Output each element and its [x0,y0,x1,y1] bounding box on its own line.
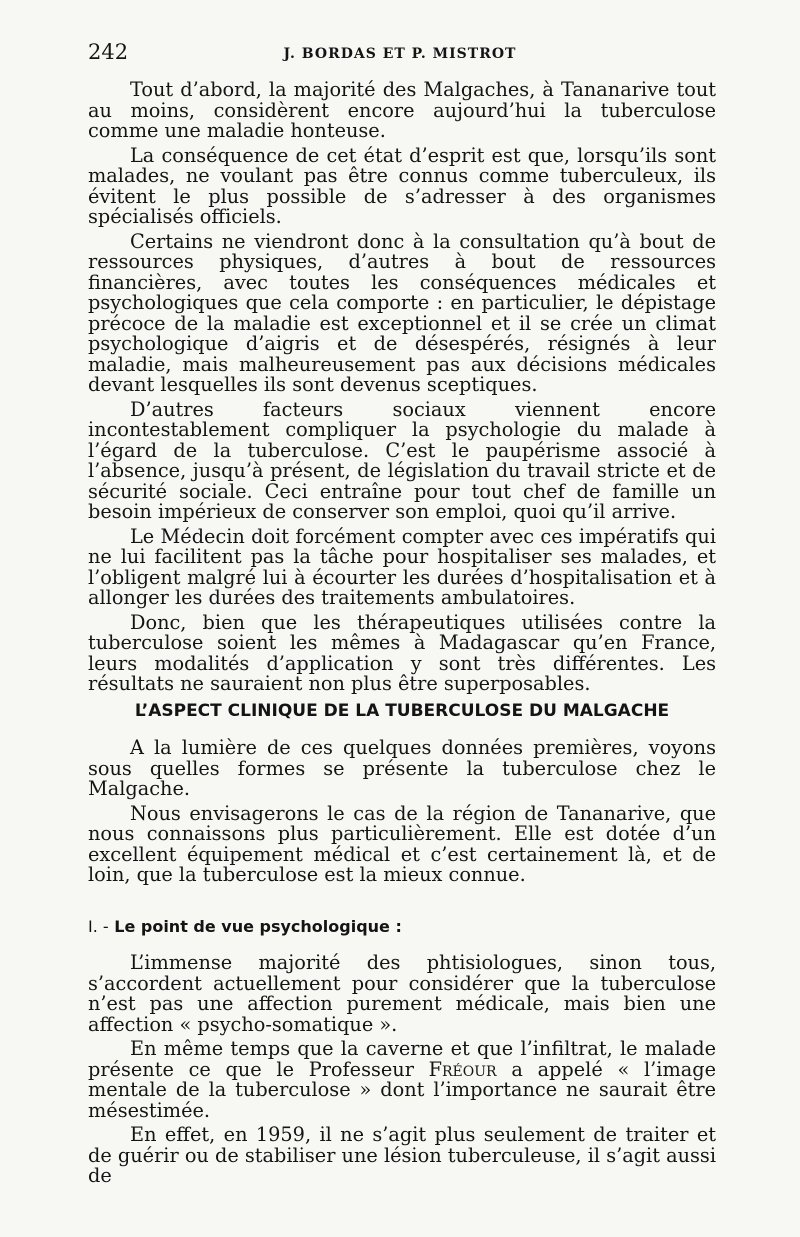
running-head: J. BORDAS ET P. MISTROT [283,46,517,62]
paragraph: Tout d’abord, la majorité des Malgaches, à Tananarive tout au moins, considèrent encore aujourd’hui la tuberculose comme une maladie honteuse. [88,78,716,142]
paragraph: Le Médecin doit forcément compter avec ces impératifs qui ne lui facilitent pas la tâche pour hospitaliser ses malades, et l’obligent malgré lui à écourter les durées d’hospitalisation et à allonger les durées des traitements ambulatoires. [88,524,716,609]
paragraph: D’autres facteurs sociaux viennent encore incontestablement compliquer la psychologie du malade à l’égard de la tuberculose. C’est le paupérisme associé à l’absence, jusqu’à présent, de législation du travail stricte et de sécurité sociale. Ceci entraîne pour tout chef de famille un besoin impérieux de conserver son emploi, quoi qu’il arrive. [88,397,716,523]
subsection-number: I. - [88,917,109,936]
paragraph: Nous envisagerons le cas de la région de Tananarive, que nous connaissons plus particulièrement. Elle est dotée d’un excellent équipement médical et c’est certainement là, et de loin, que la tuberculose est la mieux connue. [88,801,716,886]
text-run: a appelé « l’image mentale de la tuberculose » dont l’importance ne saurait être mésestimée. [88,1057,716,1122]
subsection-heading [88,917,402,936]
section-text [88,738,716,886]
intro-text [88,80,716,695]
subsection-title: Le point de vue psychologique : [114,917,402,936]
page-header [88,40,712,70]
section-title: L’ASPECT CLINIQUE DE LA TUBERCULOSE DU MALGACHE [134,701,670,721]
page-number: 242 [88,40,129,64]
text-run: En même temps que la caverne et que l’infiltrat, le malade présente ce que le Professeur [88,1037,716,1081]
paragraph: Certains ne viendront donc à la consultation qu’à bout de ressources physiques, d’autres à bout de ressources financières, avec toutes les conséquences médicales et psychologiques que cela comporte : en particulier, le dépistage précoce de la maladie est exceptionnel et il se crée un climat psychologique d’aigris et de désespérés, résignés à leur maladie, mais malheureusement pas aux décisions médicales devant lesquelles ils sont devenus sceptiques. [88,229,716,396]
paragraph: Donc, bien que les thérapeutiques utilisées contre la tuberculose soient les mêmes à Madagascar qu’en France, leurs modalités d’application y sont très différentes. Les résultats ne sauraient non plus être superposables. [88,610,716,695]
subsection-text [88,953,716,1187]
paragraph: A la lumière de ces quelques données premières, voyons sous quelles formes se présente la tuberculose chez le Malgache. [88,736,716,800]
paragraph: En effet, en 1959, il ne s’agit plus seulement de traiter et de guérir ou de stabiliser une lésion tuberculeuse, il s’agit aussi de [88,1123,716,1187]
paragraph [88,1039,716,1121]
paragraph: La conséquence de cet état d’esprit est que, lorsqu’ils sont malades, ne voulant pas être connus comme tuberculeux, ils évitent le plus possible de s’adresser à des organismes spécialisés officiels. [88,143,716,228]
author-name: Fréour [428,1057,497,1081]
paragraph: L’immense majorité des phtisiologues, sinon tous, s’accordent actuellement pour considérer que la tuberculose n’est pas une affection purement médicale, mais bien une affection « psycho-somatique ». [88,951,716,1036]
